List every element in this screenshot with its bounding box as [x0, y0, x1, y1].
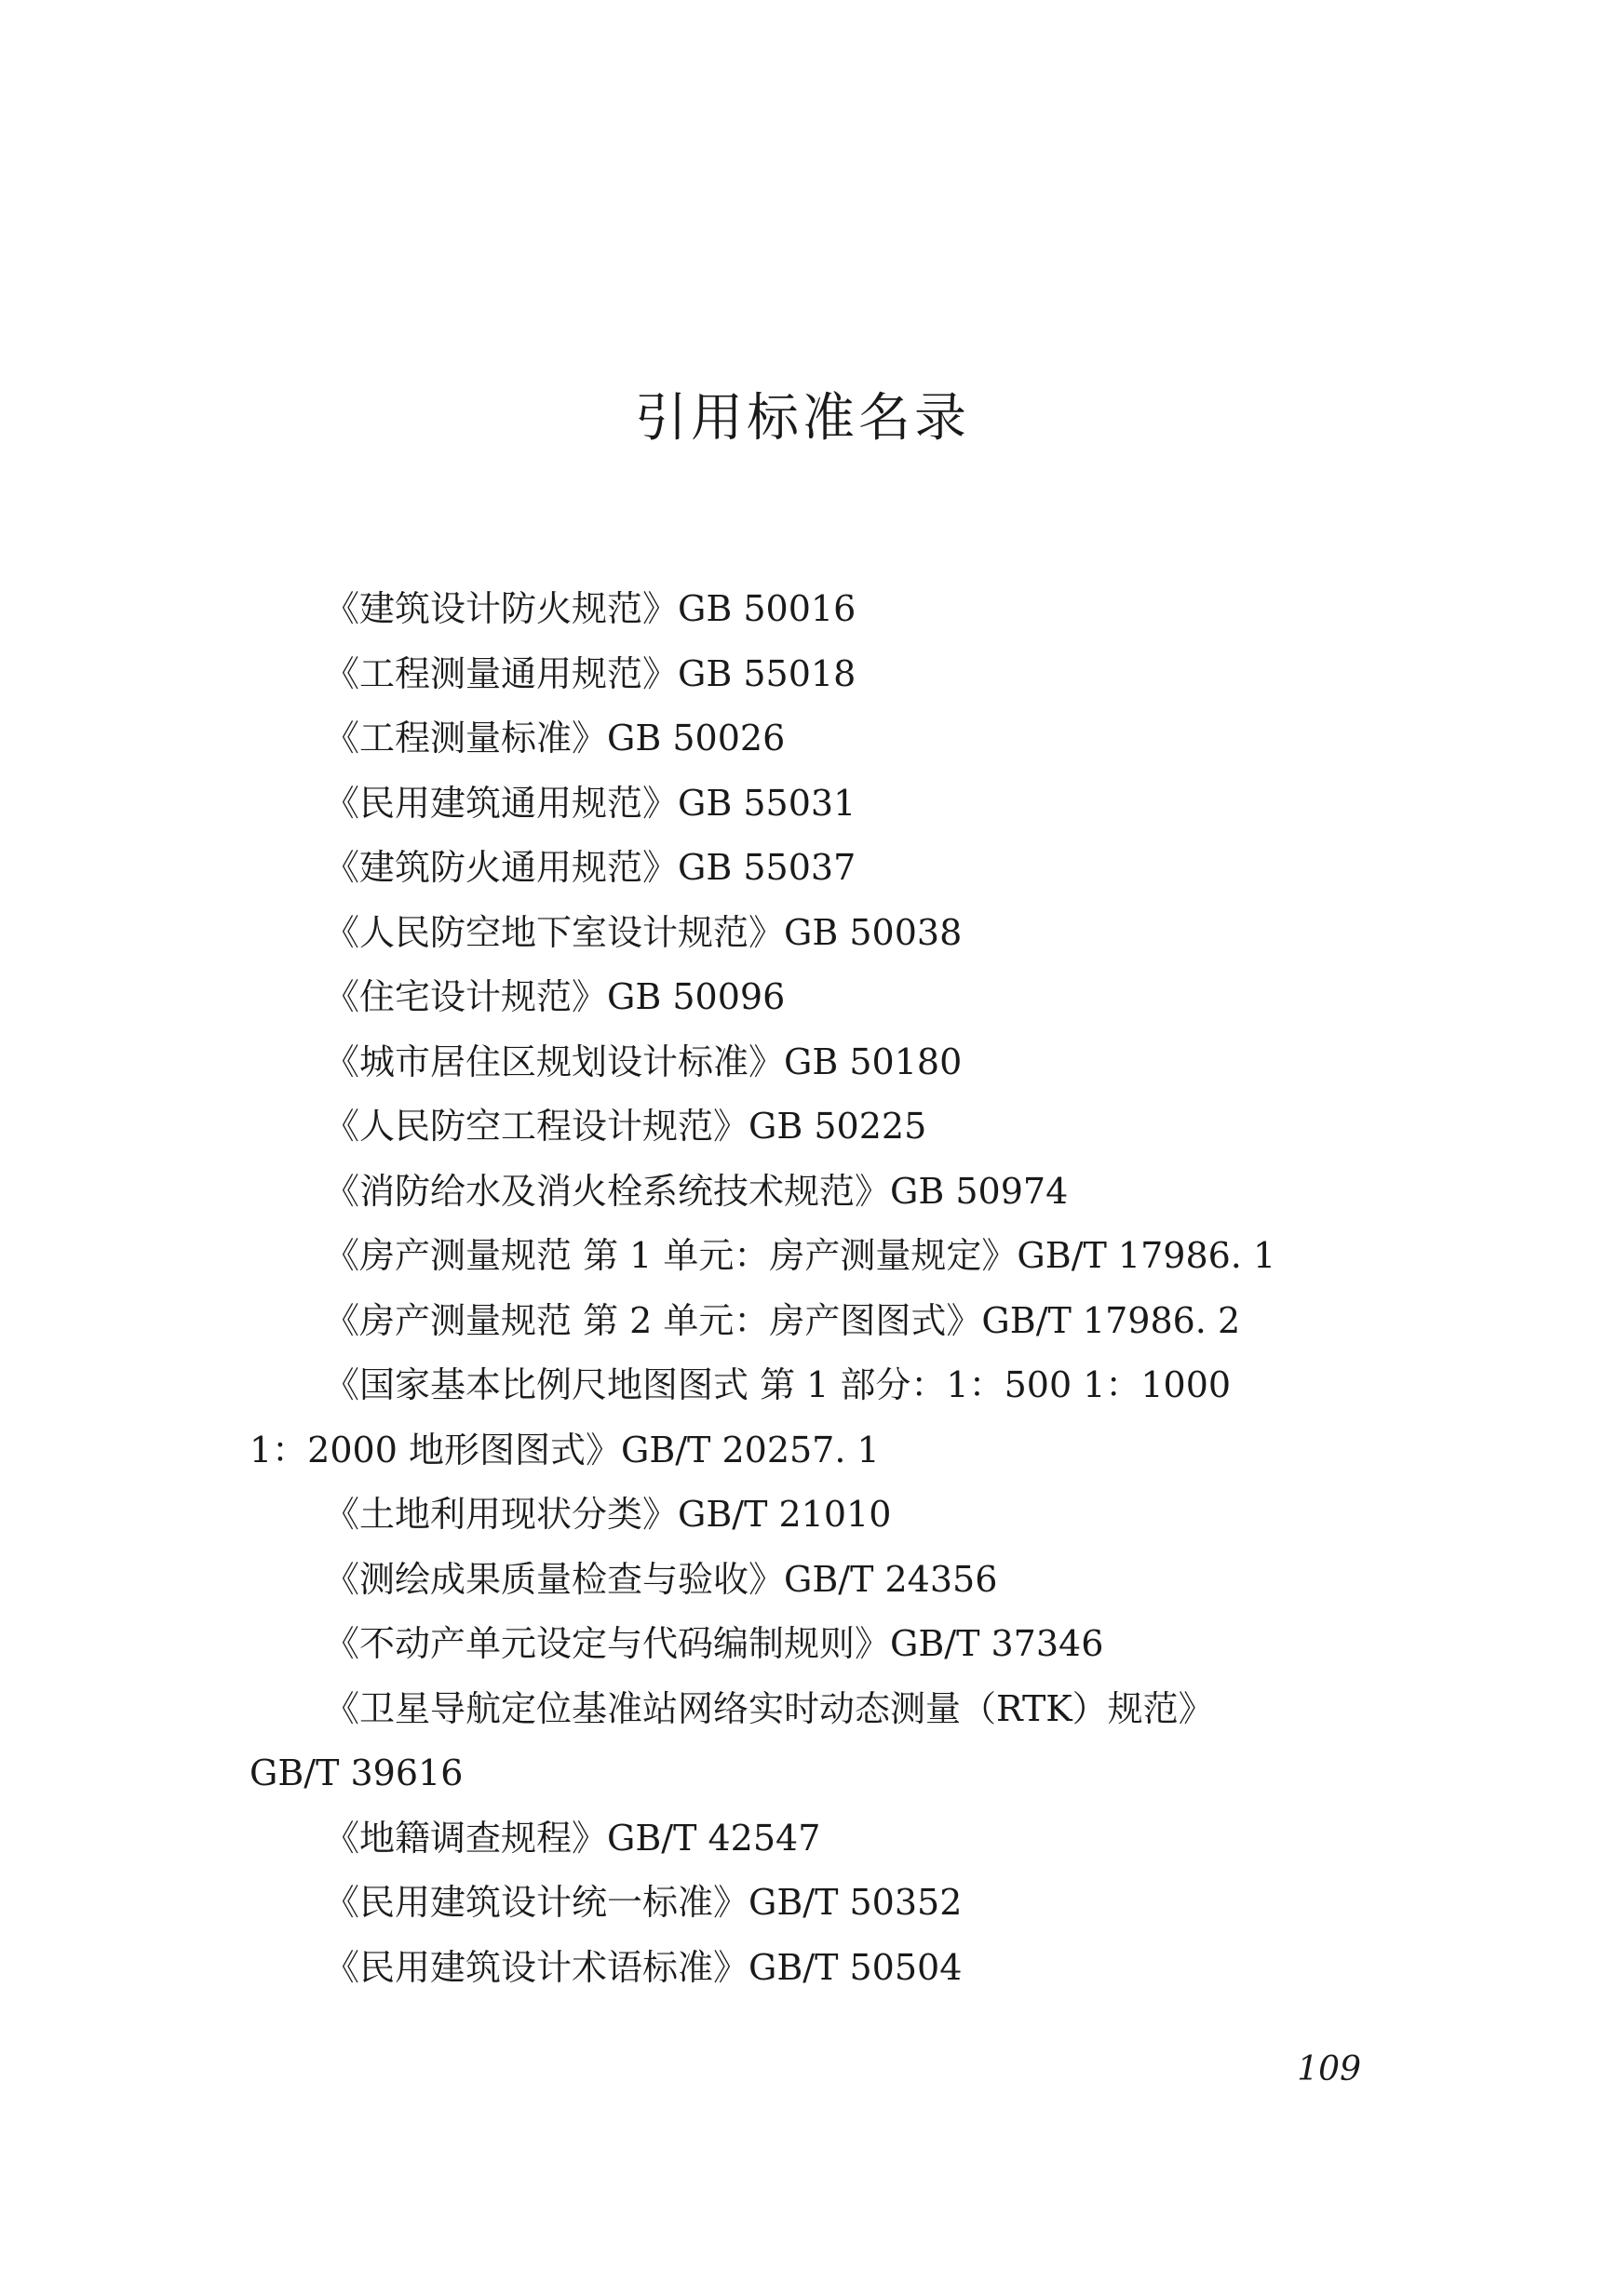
- reference-item: [250, 1160, 1385, 1225]
- page-number: 109: [1297, 2050, 1361, 2088]
- reference-text: GB/T 39616: [250, 1752, 464, 1793]
- reference-item: [250, 1483, 1385, 1548]
- reference-text: 《房产测量规范 第 1 单元：房产测量规定》GB/T 17986. 1: [324, 1235, 1276, 1276]
- reference-text: 《不动产单元设定与代码编制规则》GB/T 37346: [324, 1623, 1104, 1664]
- page-title: 引用标准名录: [635, 388, 970, 449]
- reference-list: [250, 577, 1385, 2000]
- reference-item: [250, 901, 1385, 966]
- reference-text: 《消防给水及消火栓系统技术规范》GB 50974: [324, 1170, 1069, 1212]
- reference-text: 《城市居住区规划设计标准》GB 50180: [324, 1041, 963, 1082]
- reference-item: [250, 1224, 1385, 1289]
- reference-item: [250, 1030, 1385, 1095]
- reference-item: [250, 836, 1385, 901]
- reference-text: 《国家基本比例尺地图图式 第 1 部分：1：500 1：1000: [324, 1364, 1232, 1405]
- reference-text: 《人民防空工程设计规范》GB 50225: [324, 1106, 927, 1147]
- reference-item: [250, 1677, 1385, 1742]
- reference-item: [250, 1094, 1385, 1160]
- reference-item: [250, 1612, 1385, 1677]
- reference-text: 《民用建筑设计统一标准》GB/T 50352: [324, 1882, 963, 1923]
- reference-item-continuation: [250, 1741, 1385, 1806]
- reference-text: 《住宅设计规范》GB 50096: [324, 976, 786, 1017]
- reference-item-continuation: [250, 1418, 1385, 1484]
- reference-text: 《工程测量通用规范》GB 55018: [324, 652, 856, 694]
- reference-text: 《建筑防火通用规范》GB 55037: [324, 847, 856, 888]
- reference-item: [250, 642, 1385, 707]
- reference-text: 1：2000 地形图图式》GB/T 20257. 1: [250, 1429, 880, 1470]
- reference-item: [250, 1353, 1385, 1418]
- reference-item: [250, 772, 1385, 837]
- reference-text: 《工程测量标准》GB 50026: [324, 718, 786, 759]
- reference-text: 《土地利用现状分类》GB/T 21010: [324, 1494, 892, 1535]
- reference-text: 《房产测量规范 第 2 单元：房产图图式》GB/T 17986. 2: [324, 1299, 1241, 1341]
- reference-text: 《卫星导航定位基准站网络实时动态测量（RTK）规范》: [324, 1687, 1214, 1729]
- reference-text: 《人民防空地下室设计规范》GB 50038: [324, 911, 963, 953]
- reference-item: [250, 1806, 1385, 1872]
- reference-item: [250, 965, 1385, 1030]
- reference-item: [250, 1289, 1385, 1354]
- reference-item: [250, 1871, 1385, 1936]
- reference-text: 《测绘成果质量检查与验收》GB/T 24356: [324, 1558, 998, 1600]
- reference-text: 《民用建筑通用规范》GB 55031: [324, 782, 856, 824]
- reference-item: [250, 1936, 1385, 2001]
- reference-item: [250, 1548, 1385, 1613]
- reference-item: [250, 706, 1385, 772]
- reference-text: 《民用建筑设计术语标准》GB/T 50504: [324, 1946, 963, 1988]
- reference-text: 《建筑设计防火规范》GB 50016: [324, 588, 856, 629]
- reference-text: 《地籍调查规程》GB/T 42547: [324, 1817, 821, 1859]
- reference-item: [250, 577, 1385, 642]
